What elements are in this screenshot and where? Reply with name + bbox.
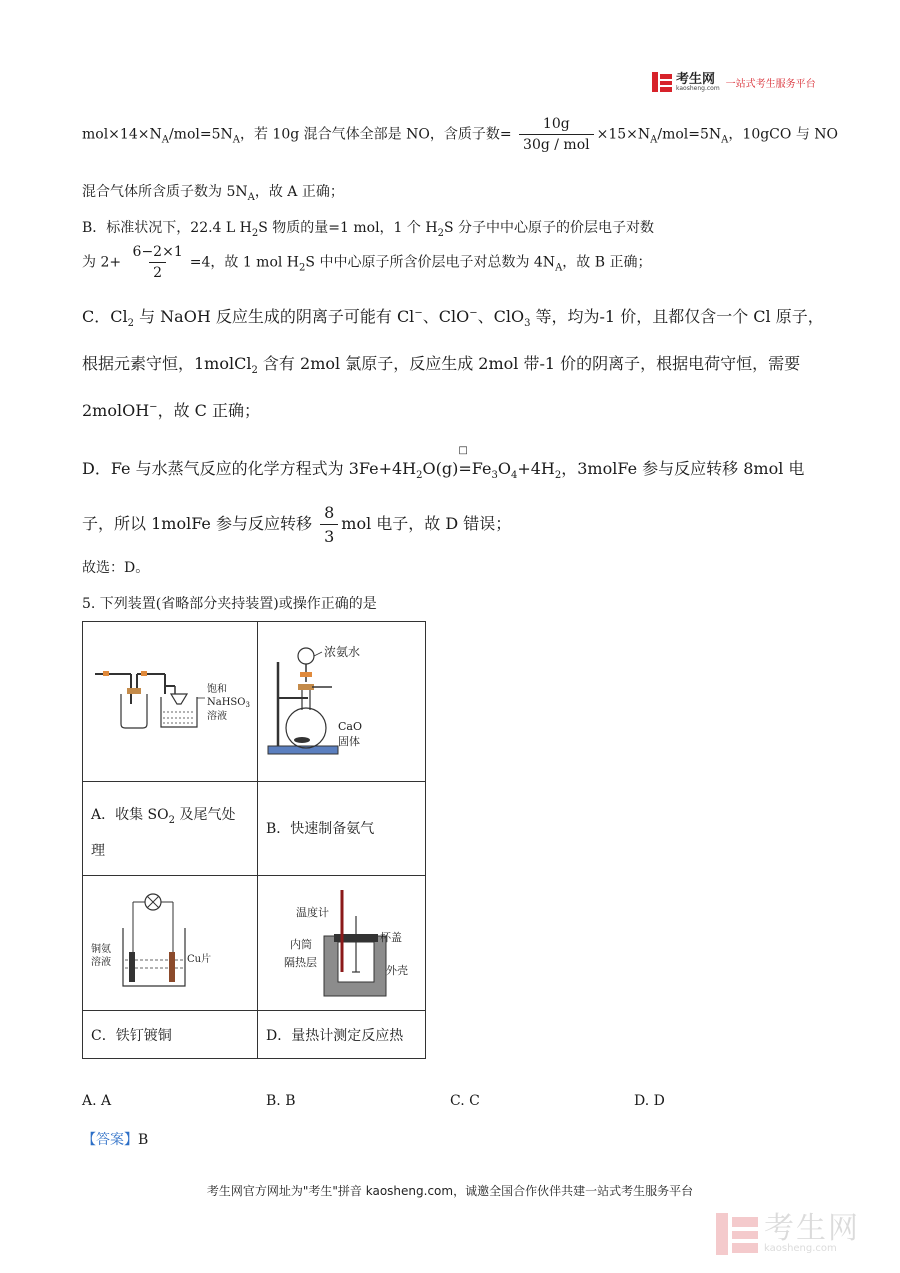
figure-b-ammonia-setup [258,622,425,777]
figure-c-label-cu-sheet: Cu片 [187,954,212,965]
solution-line-9: 子，所以 1molFe 参与反应转移 $\frac{8}{3}$ mol 电子，故 D 错误； [82,503,512,546]
solution-line-3: B．标准状况下，22.4 L $H_2S$ 物质的量=1 mol，1 个 $H_2S$ 分子中中心原子的价层电子对数 [82,220,654,239]
figure-c-cell [83,876,258,1011]
figure-a-gas-collection [83,622,257,777]
watermark [716,1213,860,1255]
fraction-mass-over-molar: $\frac{10g}{\text{30g / mol}}$ [519,116,594,153]
logo-url: kaosheng.com [676,84,720,92]
watermark-title: 考生网 [764,1211,860,1246]
solution-line-8: D．Fe 与水蒸气反应的化学方程式为 $3Fe+4H_2O(g)$ □ $=Fe_3O_4+4H_2$，3molFe 参与反应转移 8mol 电 [82,445,805,482]
solution-line-1: $mol\times 14\times N_A/mol=5N_A$，若 10g 混合气体全部是 NO，含质子数= $\frac{10g}{\text{30g / mol}}$ $\times 15\times N_A/mol=5N_A$，10gCO 与 NO [82,116,838,153]
solution-line-7: 2molOH−，故 C 正确； [82,401,260,420]
option-d-description: D．量热计测定反应热 [258,1011,426,1059]
figure-b-cell [258,622,426,782]
figure-d-label-inner: 内筒 [290,938,312,951]
question-stem: 5. 下列装置(省略部分夹持装置)或操作正确的是 [82,596,377,612]
figure-d-label-thermometer: 温度计 [296,906,329,919]
logo-slogan: 一站式考生服务平台 [725,78,816,90]
heat-symbol: □ [458,445,468,456]
figure-c-label-copper-ammonia: 铜氨 [91,944,111,955]
solution-line-6: 根据元素守恒，1molCl$_2$ 含有 2mol 氯原子，反应生成 2mol 带-1 价的阴离子，根据电荷守恒，需要 [82,354,801,377]
figure-a-cell [83,622,258,782]
option-a[interactable]: A. A [82,1093,112,1109]
option-c-description: C．铁钉镀铜 [83,1011,258,1059]
figure-a-label-saturated: 饱和 [207,684,227,695]
figure-d-calorimeter [258,876,425,1006]
figure-d-label-insulation: 隔热层 [284,956,317,969]
page-footer: 考生网官方网址为"考生"拼音 kaosheng.com，诚邀全国合作伙伴共建一站式考生服务平台 [206,1184,694,1198]
option-c[interactable]: C. C [450,1093,480,1109]
fraction-valence-pairs: $\frac{6-2\times 1}{2}$ [132,244,183,281]
solution-line-5: C．$Cl_2$ 与 NaOH 反应生成的阴离子可能有 Cl−、ClO−、ClO$_3$ 等，均为-1 价，且都仅含一个 Cl 原子， [82,307,824,330]
header-logo [652,72,816,92]
watermark-logo-icon [716,1213,758,1255]
answer-value: B [138,1132,149,1148]
option-d[interactable]: D. D [634,1093,665,1109]
answer-line [82,1129,148,1149]
solution-line-4: 为 2+ $\frac{6-2\times 1}{2}$ =4，故 1 mol $H_2S$ 中中心原子所含价层电子对总数为 $4N_A$，故 B 正确； [82,244,652,281]
solution-conclusion: 故选：D。 [82,560,150,576]
figure-d-label-lid: 杯盖 [380,931,402,944]
logo-title: 考生网 [676,71,716,87]
figure-d-cell [258,876,426,1011]
logo-mark-icon [652,72,672,92]
fraction-eight-thirds: $\frac{8}{3}$ [320,503,338,546]
figure-b-label-cao: CaO [338,720,362,733]
option-a-description: A．收集 $SO_2$ 及尾气处 理 [83,782,258,876]
figure-c-electroplating [83,876,257,1006]
figure-c-label-solution: 溶液 [91,957,111,968]
figure-b-label-solid: 固体 [338,735,360,748]
figure-b-label-ammonia-water: 浓氨水 [324,645,361,659]
answer-tag: 【答案】 [82,1132,138,1148]
figure-a-label-solution: 溶液 [207,711,227,722]
svg-text:NaHSO3: NaHSO$_3$ [207,697,250,709]
figure-d-label-shell: 外壳 [386,964,408,977]
watermark-url: kaosheng.com [764,1243,837,1254]
figure-a-label-nahso3: NaHSO [207,697,246,708]
option-b[interactable]: B. B [266,1093,296,1109]
option-b-description: B．快速制备氨气 [258,782,426,876]
solution-line-2: 混合气体所含质子数为 $5N_A$，故 A 正确； [82,184,344,203]
question-options-table [82,621,426,1059]
